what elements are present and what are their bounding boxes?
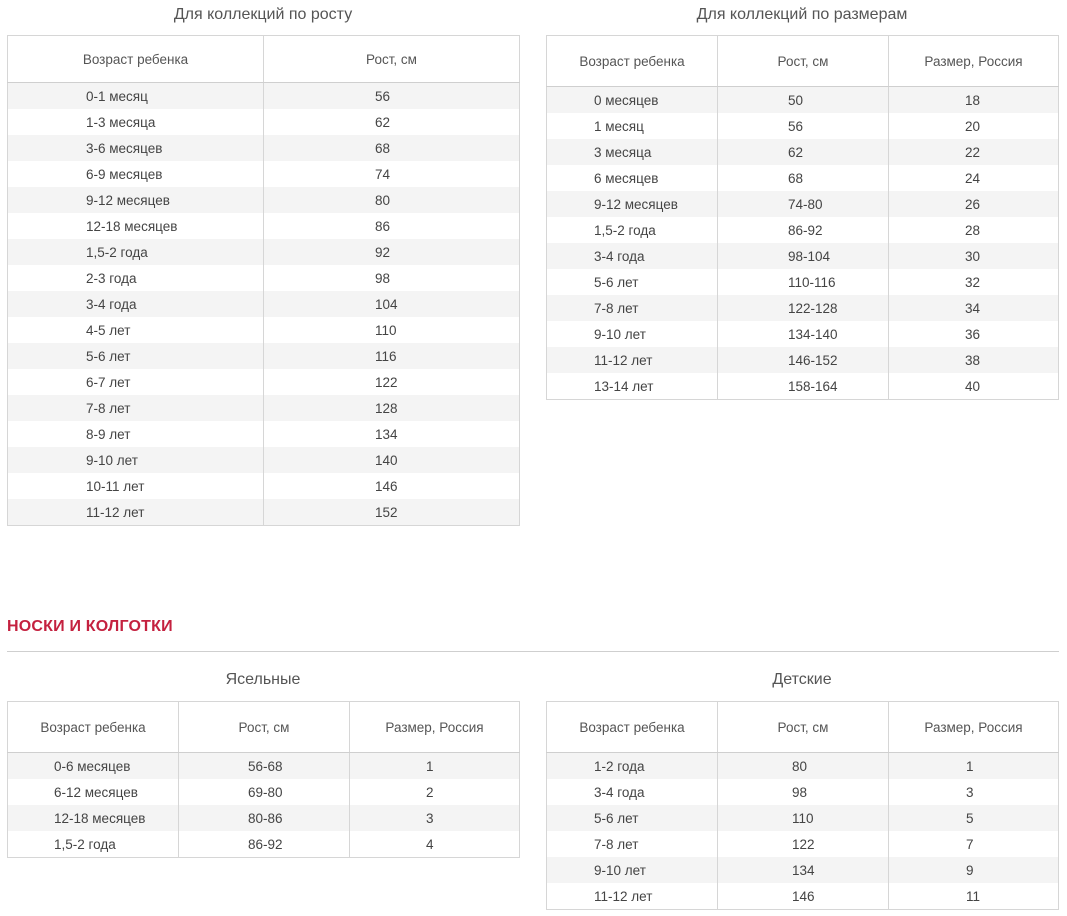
- children-table-caption: Детские: [772, 671, 832, 688]
- cell-height: 134-140: [718, 321, 889, 347]
- cell-height: 110: [718, 805, 889, 831]
- cell-age: 3-4 года: [547, 243, 718, 269]
- table-row: [547, 191, 1059, 217]
- table-row: [8, 317, 520, 343]
- cell-height: 80: [264, 187, 520, 213]
- nursery-table-caption: Ясельные: [225, 671, 301, 688]
- cell-height: 140: [264, 447, 520, 473]
- cell-age: 12-18 месяцев: [8, 213, 264, 239]
- cell-age: 3-4 года: [547, 779, 718, 805]
- size-table-caption: Для коллекций по размерам: [696, 6, 908, 23]
- cell-age: 1-3 месяца: [8, 109, 264, 135]
- cell-age: 1-2 года: [547, 753, 718, 780]
- cell-height: 86-92: [718, 217, 889, 243]
- cell-height: 74: [264, 161, 520, 187]
- column-header-size: Размер, Россия: [889, 36, 1059, 87]
- cell-age: 7-8 лет: [547, 295, 718, 321]
- cell-size: 36: [889, 321, 1059, 347]
- table-row: [8, 291, 520, 317]
- table-row: [547, 831, 1059, 857]
- section-title: НОСКИ И КОЛГОТКИ: [7, 618, 173, 635]
- cell-age: 1,5-2 года: [547, 217, 718, 243]
- cell-size: 11: [889, 883, 1059, 910]
- cell-age: 0-6 месяцев: [8, 753, 179, 780]
- cell-size: 40: [889, 373, 1059, 400]
- column-header-age: Возраст ребенка: [547, 702, 718, 753]
- table-row: [8, 499, 520, 526]
- cell-height: 56-68: [179, 753, 350, 780]
- column-header-size: Размер, Россия: [350, 702, 520, 753]
- cell-age: 9-12 месяцев: [547, 191, 718, 217]
- growth-size-table: [7, 35, 520, 526]
- children-size-table: [546, 701, 1059, 910]
- cell-height: 98: [718, 779, 889, 805]
- cell-size: 1: [889, 753, 1059, 780]
- cell-height: 128: [264, 395, 520, 421]
- table-row: [8, 213, 520, 239]
- table-row: [8, 805, 520, 831]
- table-row: [8, 395, 520, 421]
- table-row: [547, 217, 1059, 243]
- cell-height: 98: [264, 265, 520, 291]
- cell-height: 86: [264, 213, 520, 239]
- cell-age: 1,5-2 года: [8, 239, 264, 265]
- cell-height: 134: [718, 857, 889, 883]
- table-row: [547, 243, 1059, 269]
- column-header-age: Возраст ребенка: [8, 36, 264, 83]
- cell-size: 26: [889, 191, 1059, 217]
- table-row: [547, 165, 1059, 191]
- cell-age: 5-6 лет: [8, 343, 264, 369]
- size-collections-table: [546, 35, 1059, 400]
- table-row: [8, 239, 520, 265]
- cell-size: 38: [889, 347, 1059, 373]
- cell-age: 10-11 лет: [8, 473, 264, 499]
- column-header-height: Рост, см: [264, 36, 520, 83]
- cell-size: 34: [889, 295, 1059, 321]
- cell-size: 5: [889, 805, 1059, 831]
- cell-age: 1 месяц: [547, 113, 718, 139]
- cell-age: 2-3 года: [8, 265, 264, 291]
- cell-height: 122: [264, 369, 520, 395]
- table-row: [547, 139, 1059, 165]
- table-row: [8, 753, 520, 780]
- cell-height: 62: [718, 139, 889, 165]
- table-header-row: [8, 36, 520, 83]
- cell-height: 110: [264, 317, 520, 343]
- cell-age: 3-6 месяцев: [8, 135, 264, 161]
- table-row: [8, 161, 520, 187]
- cell-age: 6-12 месяцев: [8, 779, 179, 805]
- table-row: [8, 447, 520, 473]
- cell-height: 158-164: [718, 373, 889, 400]
- cell-height: 80-86: [179, 805, 350, 831]
- table-header-row: [547, 36, 1059, 87]
- cell-size: 32: [889, 269, 1059, 295]
- growth-table-caption: Для коллекций по росту: [173, 6, 353, 23]
- cell-age: 11-12 лет: [547, 883, 718, 910]
- cell-height: 80: [718, 753, 889, 780]
- cell-height: 98-104: [718, 243, 889, 269]
- table-row: [547, 805, 1059, 831]
- section-divider: [7, 651, 1059, 652]
- cell-height: 116: [264, 343, 520, 369]
- table-row: [8, 421, 520, 447]
- table-row: [547, 373, 1059, 400]
- growth-table-block: [7, 4, 519, 526]
- table-row: [8, 83, 520, 110]
- table-row: [547, 883, 1059, 910]
- cell-size: 24: [889, 165, 1059, 191]
- cell-height: 146-152: [718, 347, 889, 373]
- cell-height: 104: [264, 291, 520, 317]
- cell-age: 5-6 лет: [547, 805, 718, 831]
- cell-age: 6 месяцев: [547, 165, 718, 191]
- table-row: [547, 321, 1059, 347]
- cell-size: 9: [889, 857, 1059, 883]
- cell-height: 92: [264, 239, 520, 265]
- cell-size: 28: [889, 217, 1059, 243]
- column-header-height: Рост, см: [179, 702, 350, 753]
- table-row: [8, 473, 520, 499]
- table-row: [8, 187, 520, 213]
- cell-size: 4: [350, 831, 520, 858]
- cell-age: 7-8 лет: [547, 831, 718, 857]
- table-row: [8, 369, 520, 395]
- cell-height: 86-92: [179, 831, 350, 858]
- table-header-row: [547, 702, 1059, 753]
- cell-age: 0-1 месяц: [8, 83, 264, 110]
- cell-age: 8-9 лет: [8, 421, 264, 447]
- cell-height: 146: [264, 473, 520, 499]
- cell-height: 56: [718, 113, 889, 139]
- cell-size: 2: [350, 779, 520, 805]
- table-header-row: [8, 702, 520, 753]
- children-table-block: [546, 669, 1058, 910]
- cell-height: 56: [264, 83, 520, 110]
- table-row: [547, 87, 1059, 114]
- cell-height: 122-128: [718, 295, 889, 321]
- column-header-height: Рост, см: [718, 702, 889, 753]
- table-row: [8, 831, 520, 858]
- table-row: [547, 857, 1059, 883]
- column-header-age: Возраст ребенка: [8, 702, 179, 753]
- cell-size: 3: [350, 805, 520, 831]
- cell-age: 13-14 лет: [547, 373, 718, 400]
- cell-age: 4-5 лет: [8, 317, 264, 343]
- column-header-size: Размер, Россия: [889, 702, 1059, 753]
- size-table-block: [546, 4, 1058, 400]
- cell-age: 7-8 лет: [8, 395, 264, 421]
- cell-size: 1: [350, 753, 520, 780]
- column-header-height: Рост, см: [718, 36, 889, 87]
- table-row: [8, 265, 520, 291]
- cell-size: 3: [889, 779, 1059, 805]
- cell-age: 6-9 месяцев: [8, 161, 264, 187]
- cell-height: 134: [264, 421, 520, 447]
- cell-age: 3 месяца: [547, 139, 718, 165]
- cell-age: 6-7 лет: [8, 369, 264, 395]
- cell-age: 11-12 лет: [547, 347, 718, 373]
- cell-height: 146: [718, 883, 889, 910]
- cell-height: 110-116: [718, 269, 889, 295]
- column-header-age: Возраст ребенка: [547, 36, 718, 87]
- cell-age: 9-10 лет: [547, 857, 718, 883]
- cell-size: 30: [889, 243, 1059, 269]
- table-row: [547, 295, 1059, 321]
- cell-age: 0 месяцев: [547, 87, 718, 114]
- nursery-size-table: [7, 701, 520, 858]
- cell-age: 11-12 лет: [8, 499, 264, 526]
- table-row: [547, 753, 1059, 780]
- table-row: [8, 343, 520, 369]
- cell-height: 74-80: [718, 191, 889, 217]
- cell-height: 50: [718, 87, 889, 114]
- cell-age: 3-4 года: [8, 291, 264, 317]
- cell-size: 7: [889, 831, 1059, 857]
- cell-height: 62: [264, 109, 520, 135]
- cell-size: 22: [889, 139, 1059, 165]
- cell-size: 18: [889, 87, 1059, 114]
- cell-age: 1,5-2 года: [8, 831, 179, 858]
- cell-height: 68: [718, 165, 889, 191]
- cell-age: 12-18 месяцев: [8, 805, 179, 831]
- table-row: [547, 269, 1059, 295]
- cell-age: 5-6 лет: [547, 269, 718, 295]
- cell-height: 152: [264, 499, 520, 526]
- table-row: [8, 135, 520, 161]
- cell-height: 69-80: [179, 779, 350, 805]
- table-row: [8, 779, 520, 805]
- cell-age: 9-10 лет: [8, 447, 264, 473]
- table-row: [547, 113, 1059, 139]
- cell-size: 20: [889, 113, 1059, 139]
- table-row: [547, 779, 1059, 805]
- table-row: [547, 347, 1059, 373]
- table-row: [8, 109, 520, 135]
- cell-age: 9-12 месяцев: [8, 187, 264, 213]
- nursery-table-block: [7, 669, 519, 858]
- cell-height: 122: [718, 831, 889, 857]
- cell-age: 9-10 лет: [547, 321, 718, 347]
- cell-height: 68: [264, 135, 520, 161]
